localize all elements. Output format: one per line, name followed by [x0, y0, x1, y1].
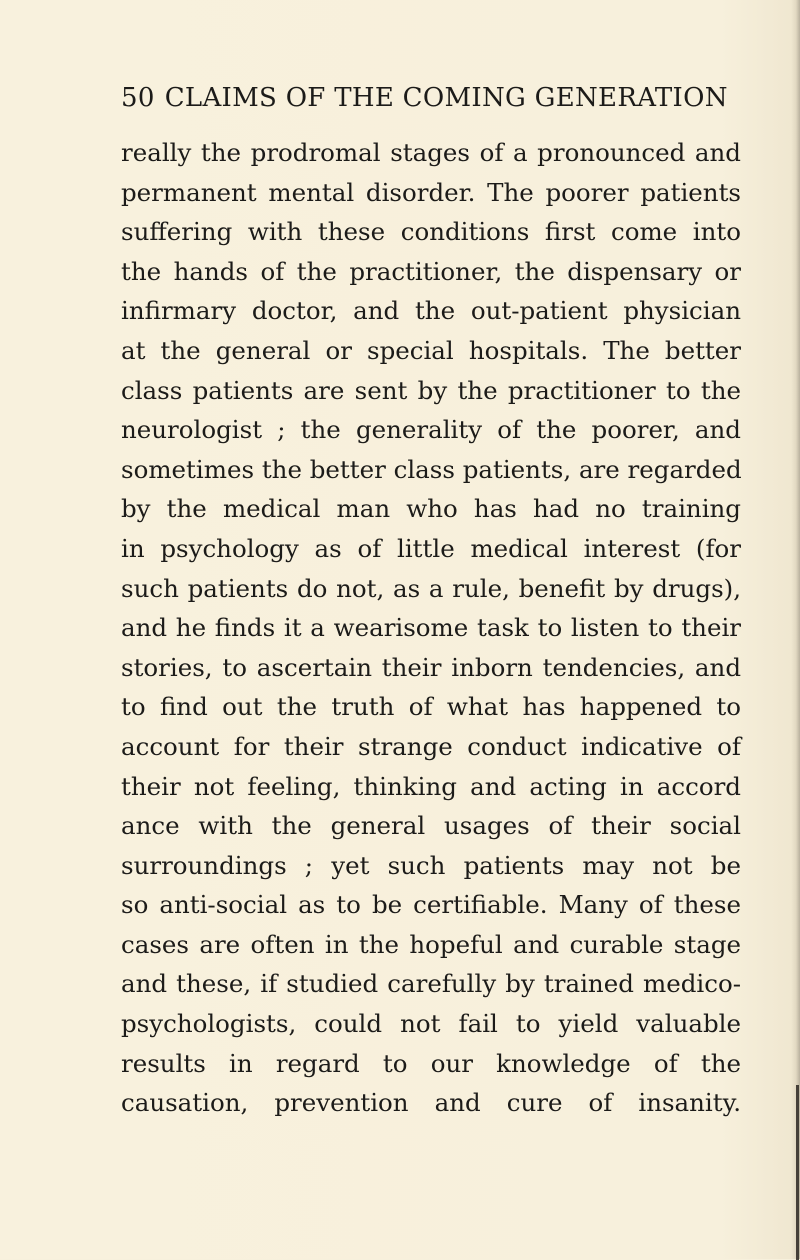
- text-line: results in regard to our knowledge of the: [121, 1048, 741, 1078]
- text-line: in psychology as of little medical interest (for: [121, 533, 741, 563]
- text-line: the hands of the practitioner, the dispensary or: [121, 256, 741, 286]
- text-line: and he finds it a wearisome task to listen to their: [121, 613, 741, 643]
- page-edge-mark: [796, 1085, 799, 1260]
- body-text: [121, 133, 741, 1123]
- text-line: surroundings ; yet such patients may not be: [121, 850, 741, 880]
- text-line: neurologist ; the generality of the poorer, and: [121, 415, 741, 445]
- text-line: and these, if studied carefully by trained medico-: [121, 969, 741, 999]
- running-head: [121, 80, 741, 116]
- text-line: psychologists, could not fail to yield valuable: [121, 1009, 741, 1039]
- text-line: class patients are sent by the practitioner to the: [121, 375, 741, 405]
- text-line: suffering with these conditions first come into: [121, 217, 741, 247]
- page-number: 50: [121, 83, 155, 113]
- text-line: so anti-social as to be certifiable. Many of these: [121, 890, 741, 920]
- page-edge-shadow: [791, 0, 800, 1259]
- running-head-title: CLAIMS OF THE COMING GENERATION: [164, 83, 728, 113]
- text-line: cases are often in the hopeful and curable stage: [121, 929, 741, 959]
- text-line: such patients do not, as a rule, benefit by drugs),: [121, 573, 741, 603]
- text-line: ance with the general usages of their social: [121, 811, 741, 841]
- text-line: really the prodromal stages of a pronounced and: [121, 138, 741, 167]
- text-line: stories, to ascertain their inborn tendencies, and: [121, 652, 741, 682]
- text-line: permanent mental disorder. The poorer patients: [121, 177, 741, 207]
- text-line: to find out the truth of what has happened to: [121, 692, 741, 722]
- text-line: at the general or special hospitals. The better: [121, 335, 741, 365]
- text-line: by the medical man who has had no training: [121, 494, 741, 524]
- text-line: account for their strange conduct indicative of: [121, 731, 741, 761]
- text-line: infirmary doctor, and the out-patient physician: [121, 296, 741, 326]
- text-line: their not feeling, thinking and acting in accord: [121, 771, 741, 801]
- text-line: sometimes the better class patients, are regarded: [121, 454, 742, 484]
- text-line: causation, prevention and cure of insanity.: [121, 1088, 741, 1118]
